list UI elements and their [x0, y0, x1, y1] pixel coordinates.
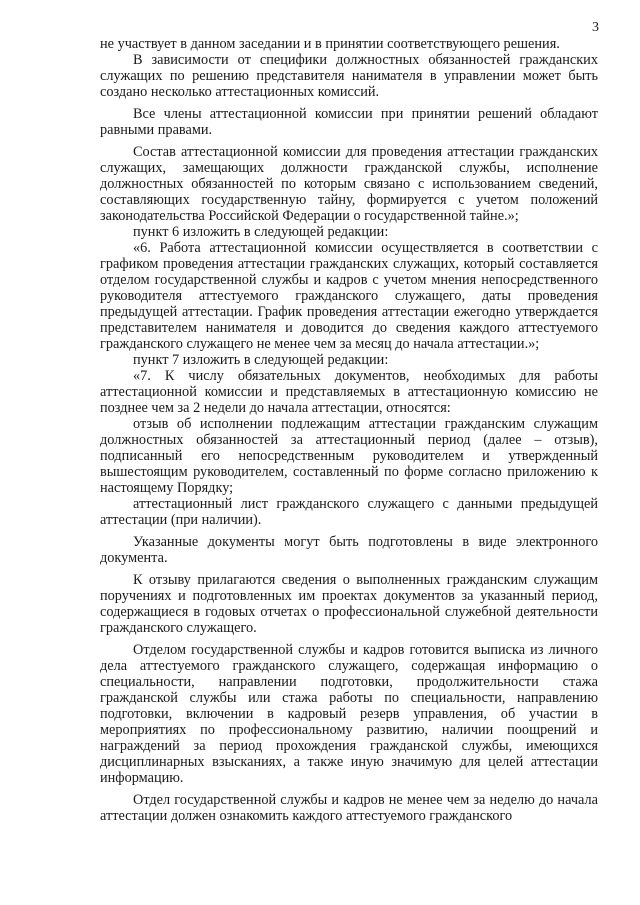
paragraph: аттестационный лист гражданского служащего с данными предыдущей аттестации (при наличии).	[100, 496, 598, 528]
paragraph: Отделом государственной службы и кадров готовится выписка из личного дела аттестуемого гражданского служащего, содержащая информацию о специальности, направлении подготовки, продолжительности стажа гражданской службы или стажа работы по специальности, направлению подготовки, включении в кадровый резерв управления, об участии в мероприятиях по профессиональному развитию, наличии поощрений и награждений за период прохождения гражданской службы, имеющихся дисциплинарных взысканиях, а также иную значимую для целей аттестации информацию.	[100, 642, 598, 786]
paragraph: К отзыву прилагаются сведения о выполненных гражданским служащим поручениях и подготовленных им проектах документов за указанный период, содержащиеся в годовых отчетах о профессиональной служебной деятельности гражданского служащего.	[100, 572, 598, 636]
paragraph: Все члены аттестационной комиссии при принятии решений обладают равными правами.	[100, 106, 598, 138]
paragraph: отзыв об исполнении подлежащим аттестации гражданским служащим должностных обязанностей за аттестационный период (далее – отзыв), подписанный его непосредственным руководителем и утвержденный вышестоящим руководителем, составленный по форме согласно приложению к настоящему Порядку;	[100, 416, 598, 496]
paragraph: не участвует в данном заседании и в принятии соответствующего решения.	[100, 36, 560, 52]
paragraph: пункт 6 изложить в следующей редакции:	[133, 224, 389, 240]
paragraph: Состав аттестационной комиссии для проведения аттестации гражданских служащих, замещающих должности гражданской службы, исполнение должностных обязанностей по которым связано с использованием сведений, составляющих государственную тайну, формируется с учетом положений законодательства Российской Федерации о государственной тайне.»;	[100, 144, 598, 224]
paragraph: Указанные документы могут быть подготовлены в виде электронного документа.	[100, 534, 598, 566]
paragraph: Отдел государственной службы и кадров не менее чем за неделю до начала аттестации должен ознакомить каждого аттестуемого гражданского	[100, 792, 598, 824]
page-number: 3	[592, 20, 599, 35]
document-body	[100, 36, 598, 824]
paragraph: «6. Работа аттестационной комиссии осуществляется в соответствии с графиком проведения аттестации гражданских служащих, который составляется отделом государственной службы и кадров с учетом мнения непосредственного руководителя аттестуемого гражданского служащего, даты проведения предыдущей аттестации. График проведения аттестации ежегодно утверждается представителем нанимателя и доводится до сведения каждого аттестуемого гражданского служащего не менее чем за месяц до начала аттестации.»;	[100, 240, 598, 352]
paragraph: «7. К числу обязательных документов, необходимых для работы аттестационной комиссии и представляемых в аттестационную комиссию не позднее чем за 2 недели до начала аттестации, относятся:	[100, 368, 598, 416]
paragraph: В зависимости от специфики должностных обязанностей гражданских служащих по решению представителя нанимателя в управлении может быть создано несколько аттестационных комиссий.	[100, 52, 598, 100]
paragraph: пункт 7 изложить в следующей редакции:	[133, 352, 389, 368]
